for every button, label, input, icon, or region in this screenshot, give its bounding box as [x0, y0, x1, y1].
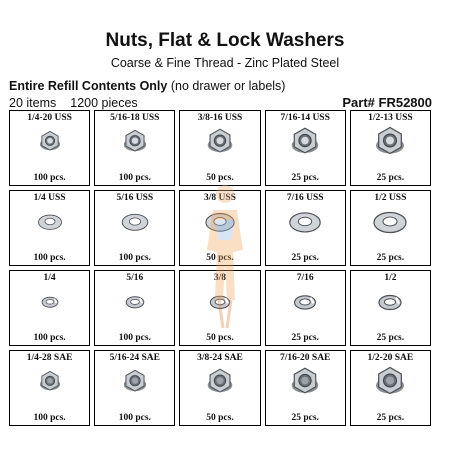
page-subtitle: Coarse & Fine Thread - Zinc Plated Steel: [110, 56, 340, 70]
part-size-label: 5/16-18 USS: [110, 113, 160, 123]
part-cell: [9, 270, 90, 346]
part-quantity: 25 pcs.: [291, 333, 319, 343]
part-size-label: 5/16: [126, 273, 144, 283]
part-quantity: 100 pcs.: [33, 333, 66, 343]
flat-washer-icon: [370, 206, 410, 241]
part-cell: [350, 270, 431, 346]
part-quantity: 25 pcs.: [376, 173, 405, 183]
part-cell: [179, 350, 260, 426]
part-cell: [94, 350, 175, 426]
page-title: Nuts, Flat & Lock Washers: [105, 30, 345, 51]
part-quantity: 25 pcs.: [291, 413, 319, 423]
part-cell: [350, 110, 431, 186]
part-cell: [94, 270, 175, 346]
part-quantity: 50 pcs.: [206, 173, 234, 183]
part-quantity: 50 pcs.: [206, 413, 234, 423]
part-size-label: 5/16-24 SAE: [109, 353, 160, 363]
part-cell: [94, 110, 175, 186]
flat-washer-icon: [200, 206, 240, 241]
part-quantity: 25 pcs.: [376, 253, 405, 263]
hex-nut-icon: [115, 126, 155, 161]
item-count: 20 items: [9, 96, 57, 110]
lock-washer-icon: [370, 286, 410, 321]
lock-washer-icon: [115, 286, 155, 321]
hex-nut-icon: [370, 126, 410, 161]
part-cell: [350, 350, 431, 426]
part-size-label: 7/16-14 USS: [280, 113, 330, 123]
part-quantity: 100 pcs.: [33, 173, 66, 183]
hex-nut-icon: [30, 126, 70, 161]
sae-nut-icon: [285, 366, 325, 401]
part-size-label: 7/16 USS: [286, 193, 324, 203]
part-quantity: 25 pcs.: [376, 413, 405, 423]
part-size-label: 5/16 USS: [116, 193, 154, 203]
part-cell: [9, 190, 90, 266]
part-cell: [265, 190, 346, 266]
part-size-label: 1/4: [43, 273, 56, 283]
part-quantity: 25 pcs.: [376, 333, 405, 343]
part-size-label: 1/2 USS: [374, 193, 407, 203]
flat-washer-icon: [115, 206, 155, 241]
flat-washer-icon: [30, 206, 70, 241]
part-quantity: 25 pcs.: [291, 173, 319, 183]
part-size-label: 3/8: [213, 273, 227, 283]
part-cell: [265, 350, 346, 426]
sae-nut-icon: [115, 366, 155, 401]
contents-parenthetical: (no drawer or labels): [167, 79, 286, 93]
part-cell: [179, 190, 260, 266]
part-cell: [350, 190, 431, 266]
counts-line: [9, 96, 138, 110]
part-quantity: 100 pcs.: [118, 333, 151, 343]
contents-note: [9, 79, 285, 93]
parts-grid: [9, 110, 431, 426]
part-cell: [265, 110, 346, 186]
part-cell: [94, 190, 175, 266]
part-quantity: 50 pcs.: [206, 253, 234, 263]
lock-washer-icon: [200, 286, 240, 321]
part-quantity: 100 pcs.: [118, 173, 151, 183]
lock-washer-icon: [30, 286, 70, 321]
part-quantity: 25 pcs.: [291, 253, 319, 263]
hex-nut-icon: [285, 126, 325, 161]
part-size-label: 3/8 USS: [204, 193, 236, 203]
sae-nut-icon: [370, 366, 410, 401]
piece-count: 1200 pieces: [70, 96, 138, 110]
lock-washer-icon: [285, 286, 325, 321]
part-size-label: 7/16: [296, 273, 314, 283]
part-quantity: 100 pcs.: [33, 253, 66, 263]
part-size-label: 1/4-20 USS: [27, 113, 72, 123]
flat-washer-icon: [285, 206, 325, 241]
part-size-label: 1/2-13 USS: [368, 113, 413, 123]
part-cell: [9, 110, 90, 186]
part-quantity: 50 pcs.: [206, 333, 234, 343]
part-size-label: 1/4 USS: [33, 193, 66, 203]
part-size-label: 3/8-16 USS: [197, 113, 243, 123]
part-number: Part# FR52800: [342, 95, 432, 110]
contents-bold: Entire Refill Contents Only: [9, 79, 168, 93]
sae-nut-icon: [200, 366, 240, 401]
part-cell: [265, 270, 346, 346]
part-size-label: 3/8-24 SAE: [197, 353, 243, 363]
part-size-label: 1/2: [384, 273, 397, 283]
part-quantity: 100 pcs.: [118, 413, 151, 423]
sae-nut-icon: [30, 366, 70, 401]
part-cell: [179, 270, 260, 346]
part-size-label: 1/2-20 SAE: [367, 353, 414, 363]
part-size-label: 7/16-20 SAE: [279, 353, 331, 363]
part-quantity: 100 pcs.: [118, 253, 151, 263]
hex-nut-icon: [200, 126, 240, 161]
part-cell: [9, 350, 90, 426]
part-size-label: 1/4-28 SAE: [26, 353, 73, 363]
part-cell: [179, 110, 260, 186]
part-quantity: 100 pcs.: [33, 413, 66, 423]
